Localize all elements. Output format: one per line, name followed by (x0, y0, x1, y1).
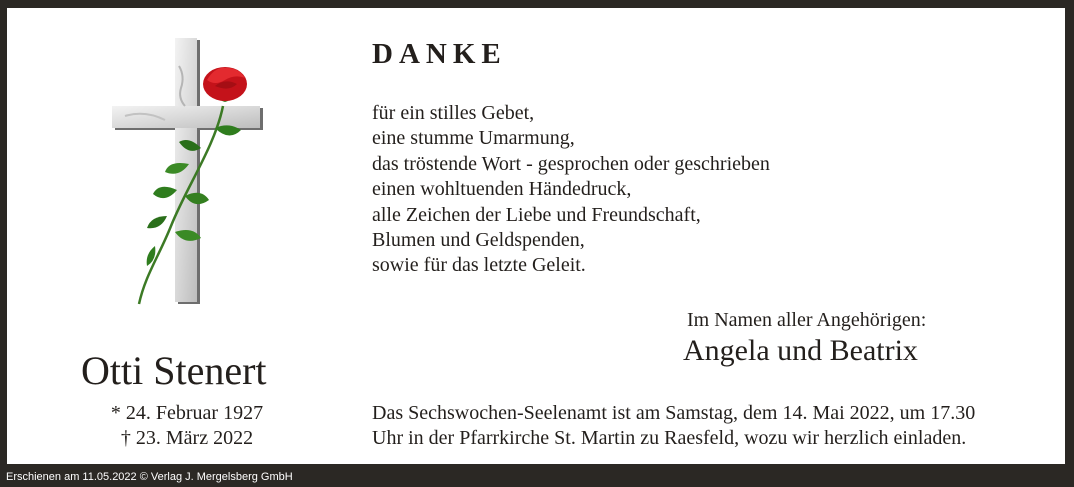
life-dates (77, 401, 297, 451)
obituary-card (7, 8, 1065, 464)
death-date: † 23. März 2022 (120, 427, 254, 449)
thanks-line: für ein stilles Gebet, (372, 102, 535, 124)
publication-footer: Erschienen am 11.05.2022 © Verlag J. Mergelsberg GmbH (6, 471, 293, 483)
notice-line: Das Sechswochen-Seelenamt ist am Samstag, dem 14. Mai 2022, um 17.30 (372, 402, 976, 424)
thanks-line: alle Zeichen der Liebe und Freundschaft, (372, 203, 701, 226)
signoff-intro: Im Namen aller Angehörigen: (687, 309, 927, 331)
thanks-text (372, 101, 770, 279)
thanks-line: eine stumme Umarmung, (372, 127, 575, 150)
service-notice (372, 401, 975, 451)
deceased-name: Otti Stenert (81, 348, 267, 393)
signoff-names: Angela und Beatrix (683, 334, 918, 367)
notice-line: Uhr in der Pfarrkirche St. Martin zu Raesfeld, wozu wir herzlich einladen. (372, 427, 967, 449)
cross-with-rose-icon (105, 36, 265, 308)
thanks-line: einen wohltuenden Händedruck, (372, 178, 632, 201)
birth-date: * 24. Februar 1927 (110, 402, 264, 424)
page-title: DANKE (372, 38, 507, 70)
thanks-line: das tröstende Wort - gesprochen oder geschrieben (372, 152, 770, 175)
thanks-line: sowie für das letzte Geleit. (372, 254, 586, 277)
thanks-line: Blumen und Geldspenden, (372, 229, 585, 252)
